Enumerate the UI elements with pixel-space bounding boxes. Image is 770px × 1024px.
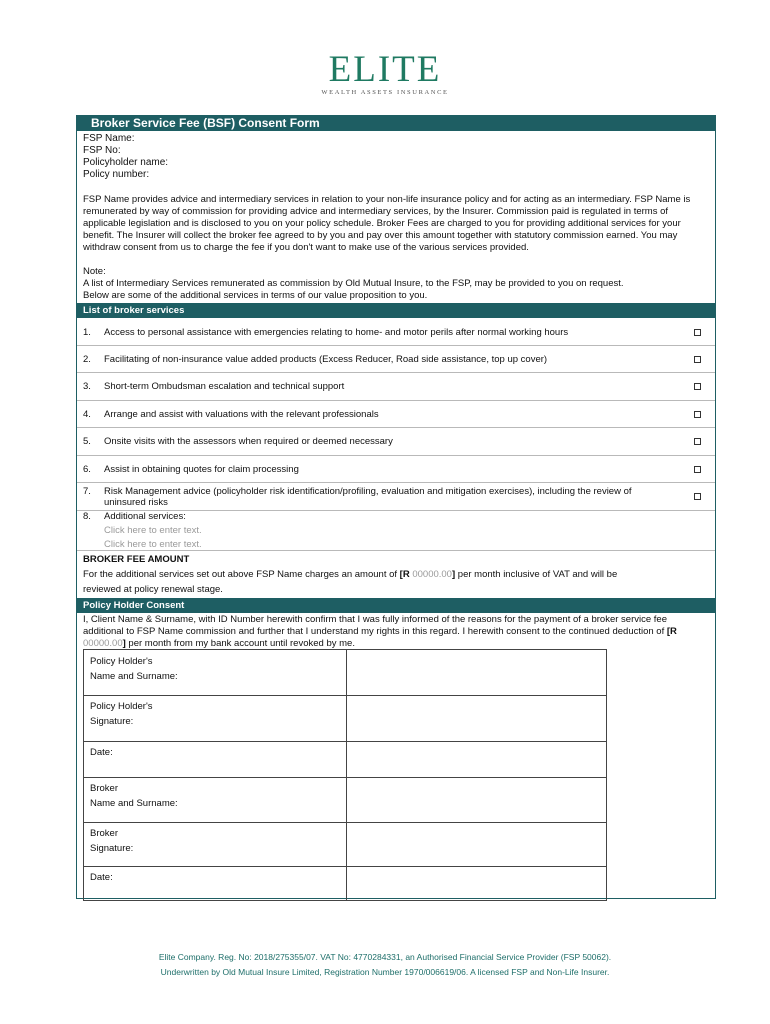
signature-label-line1: Broker: [90, 828, 118, 839]
company-logo: [0, 49, 770, 96]
note-text: A list of Intermediary Services remunerated as commission by Old Mutual Insure, to the FSP, may be provided to you on request.: [83, 278, 624, 289]
services-header: List of broker services: [77, 303, 715, 318]
service-checkbox[interactable]: [694, 356, 701, 363]
fee-header: BROKER FEE AMOUNT: [83, 554, 190, 565]
consent-text-after: per month from my bank account until revoked by me.: [125, 638, 355, 649]
service-text: Arrange and assist with valuations with the relevant professionals: [104, 409, 379, 420]
signature-label-line2: Name and Surname:: [90, 798, 178, 809]
service-row: [77, 455, 715, 483]
footer-line-1: Elite Company. Reg. No: 2018/275355/07. VAT No: 4770284331, an Authorised Financial Service Provider (FSP 50062).: [158, 952, 612, 962]
fee-text: [83, 569, 709, 581]
service-number: 3.: [83, 381, 91, 392]
field-fsp-name[interactable]: FSP Name:: [83, 133, 135, 144]
consent-header: Policy Holder Consent: [77, 598, 715, 613]
signature-label: [90, 654, 178, 684]
logo-tagline: WEALTH ASSETS INSURANCE: [321, 89, 449, 96]
signature-label: [90, 699, 153, 729]
service-number: 4.: [83, 409, 91, 420]
fee-text-before: For the additional services set out above FSP Name charges an amount of: [83, 569, 400, 580]
signature-row[interactable]: [84, 822, 606, 867]
service-number: 1.: [83, 327, 91, 338]
service-text: Facilitating of non-insurance value added products (Excess Reducer, Road side assistance, top up cover): [104, 354, 548, 365]
service-number: 2.: [83, 354, 91, 365]
signature-label-line1: Date:: [90, 747, 113, 758]
service-row: [77, 345, 715, 373]
service-row: [77, 427, 715, 456]
service-number: 6.: [83, 464, 91, 475]
service-text: Risk Management advice (policyholder risk identification/profiling, evaluation and mitigation exercises), including the review of uninsured risks: [104, 486, 632, 508]
signature-label-line1: Broker: [90, 783, 118, 794]
service-row: [77, 400, 715, 428]
service-number: 5.: [83, 436, 91, 447]
service-text: Assist in obtaining quotes for claim processing: [104, 464, 299, 475]
logo-wordmark: ELITE: [328, 49, 442, 90]
service-row: [77, 482, 715, 511]
signature-label-line1: Policy Holder's: [90, 656, 153, 667]
footer-line-2: Underwritten by Old Mutual Insure Limited, Registration Number 1970/006619/06. A licensed FSP and Non-Life Insurer.: [160, 967, 610, 977]
additional-services-label: Additional services:: [104, 511, 186, 522]
fee-divider: [77, 550, 715, 551]
service-checkbox[interactable]: [694, 383, 701, 390]
field-policyholder-name[interactable]: Policyholder name:: [83, 157, 169, 168]
signature-row[interactable]: [84, 695, 606, 742]
signature-row[interactable]: [84, 866, 606, 902]
signature-label-line2: Signature:: [90, 843, 134, 854]
fee-amount-suffix: ]: [451, 569, 456, 580]
form-title: Broker Service Fee (BSF) Consent Form: [77, 116, 715, 131]
service-text: Short-term Ombudsman escalation and technical support: [104, 381, 345, 392]
intro-paragraph: FSP Name provides advice and intermediary services in relation to your non-life insurance policy and for acting as an intermediary. FSP Name is remunerated by way of commission for providing advice and intermediary services, by the Insurer. Commission paid is regulated in terms of applicable legislation and is disclosed to you on your policy schedule. Broker Fees are charged to you for providing additional services for your benefit. The Insurer will collect the broker fee agreed to by you and pay over this amount together with statutory commission earned. You may withdraw consent from us to charge the fee if you don't want to make use of the various services provided.: [83, 194, 691, 253]
field-policy-number[interactable]: Policy number:: [83, 169, 150, 180]
fee-amount-prefix: [R: [399, 569, 413, 580]
signature-label-line2: Name and Surname:: [90, 671, 178, 682]
signature-label: [90, 826, 133, 856]
consent-form: [76, 115, 716, 899]
service-number: 7.: [83, 486, 91, 497]
additional-service-input-2[interactable]: Click here to enter text.: [104, 539, 202, 550]
service-checkbox[interactable]: [694, 411, 701, 418]
service-text: Onsite visits with the assessors when required or deemed necessary: [104, 436, 393, 447]
additional-service-input-1[interactable]: Click here to enter text.: [104, 525, 202, 536]
consent-text: [83, 614, 709, 650]
service-row: [77, 372, 715, 401]
service-checkbox[interactable]: [694, 466, 701, 473]
service-checkbox[interactable]: [694, 493, 701, 500]
consent-text-before: I, Client Name & Surname, with ID Number herewith confirm that I was fully informed of the reasons for the payment of a broker service fee additional to FSP Name commission and further that I understand my rights in this regard. I herewith consent to the continued deduction of: [83, 614, 667, 637]
consent-amount-input[interactable]: 00000.00: [83, 638, 123, 649]
service-number: 8.: [83, 511, 91, 522]
fee-text-after: per month inclusive of VAT and will be: [455, 569, 618, 580]
signature-row[interactable]: [84, 741, 606, 778]
signature-label-line1: Policy Holder's: [90, 701, 153, 712]
field-fsp-no[interactable]: FSP No:: [83, 145, 121, 156]
consent-amount-suffix: ]: [122, 638, 126, 649]
consent-amount-prefix: [R: [666, 626, 677, 637]
signature-label: [90, 781, 178, 811]
fee-amount-input[interactable]: 00000.00: [412, 569, 452, 580]
note-label: Note:: [83, 266, 106, 277]
services-intro: Below are some of the additional services in terms of our value proposition to you.: [83, 290, 428, 301]
fee-text-line2: reviewed at policy renewal stage.: [83, 584, 223, 595]
signature-label-line1: Date:: [90, 872, 113, 883]
service-checkbox[interactable]: [694, 438, 701, 445]
service-text: Access to personal assistance with emergencies relating to home- and motor perils after normal working hours: [104, 327, 569, 338]
signature-label: [90, 745, 113, 760]
service-checkbox[interactable]: [694, 329, 701, 336]
signature-label: [90, 870, 113, 885]
signature-row[interactable]: [84, 777, 606, 823]
signature-row[interactable]: [84, 650, 606, 696]
signature-table: [83, 649, 607, 901]
signature-label-line2: Signature:: [90, 716, 134, 727]
service-row: [77, 318, 715, 346]
